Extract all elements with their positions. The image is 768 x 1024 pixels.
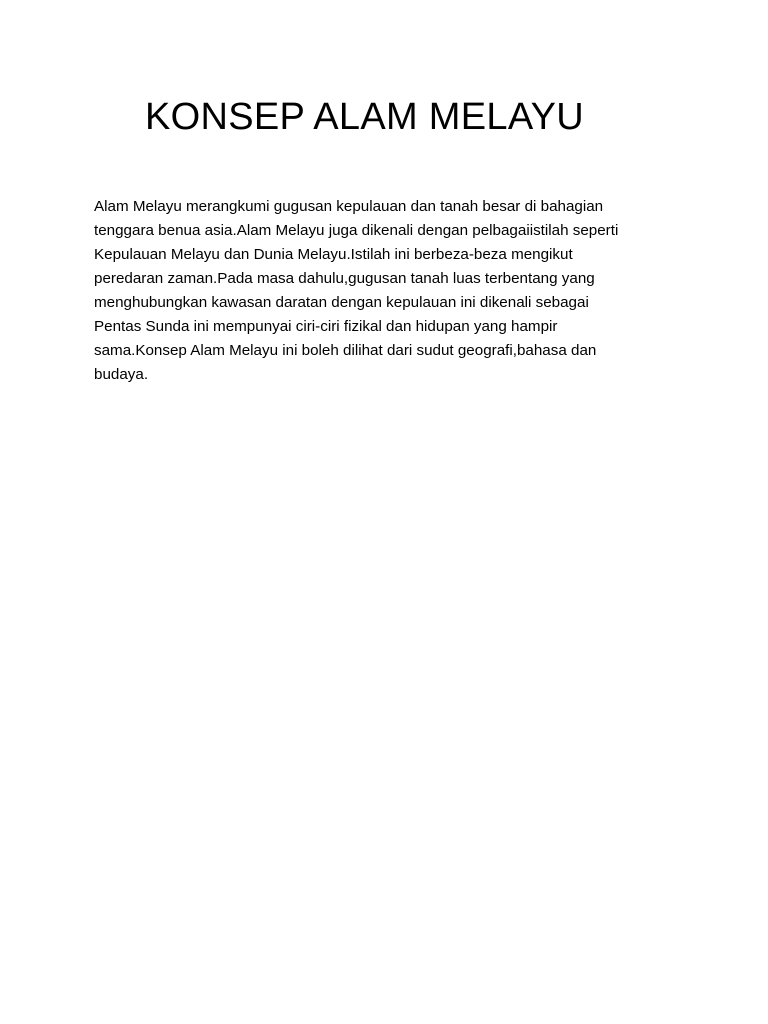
paragraph-line: sama.Konsep Alam Melayu ini boleh dilihat dari sudut geografi,bahasa dan xyxy=(94,342,597,359)
paragraph-line: peredaran zaman.Pada masa dahulu,gugusan tanah luas terbentang yang xyxy=(94,270,595,287)
paragraph-line: tenggara benua asia.Alam Melayu juga dikenali dengan pelbagaiistilah seperti xyxy=(94,222,619,239)
paragraph-line: Pentas Sunda ini mempunyai ciri-ciri fizikal dan hidupan yang hampir xyxy=(94,318,558,335)
body-paragraph xyxy=(94,195,674,387)
paragraph-line: menghubungkan kawasan daratan dengan kepulauan ini dikenali sebagai xyxy=(94,294,589,311)
paragraph-line: Alam Melayu merangkumi gugusan kepulauan dan tanah besar di bahagian xyxy=(94,198,604,215)
paragraph-line: budaya. xyxy=(94,366,149,383)
paragraph-line: Kepulauan Melayu dan Dunia Melayu.Istilah ini berbeza-beza mengikut xyxy=(94,246,573,263)
page-title: KONSEP ALAM MELAYU xyxy=(145,96,585,138)
